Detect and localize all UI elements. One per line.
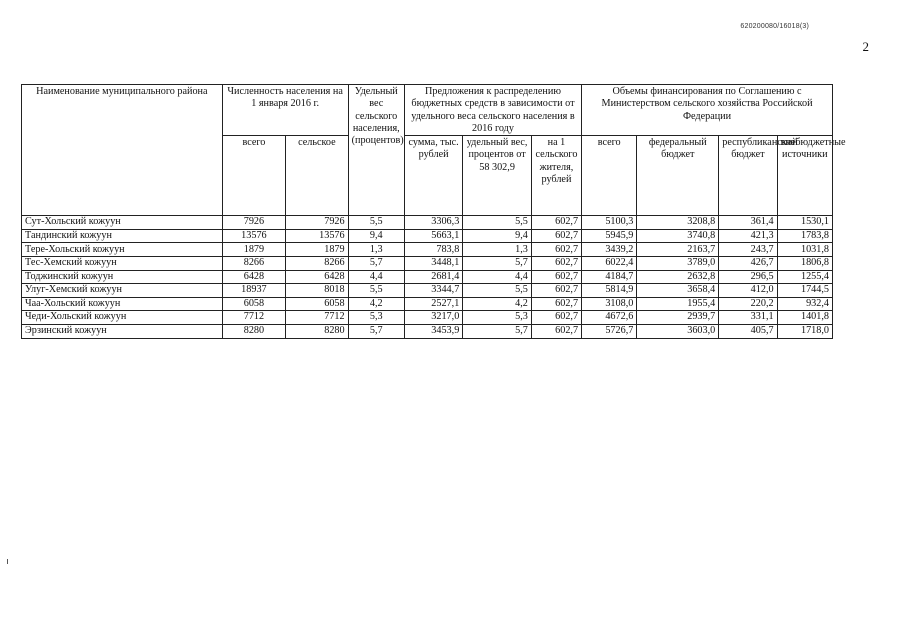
cell-district-name: Сут-Хольский кожуун [22, 216, 223, 230]
cell-district-name: Эрзинский кожуун [22, 324, 223, 338]
cell-fund-extra: 1530,1 [777, 216, 832, 230]
cell-prop-share: 9,4 [463, 229, 532, 243]
header-fund-republic: республиканский бюджет [719, 136, 777, 216]
table-row [22, 297, 833, 311]
header-pop-rural: сельское [286, 136, 348, 216]
cell-pop-rural: 1879 [286, 243, 348, 257]
cell-district-name: Тандинский кожуун [22, 229, 223, 243]
cell-fund-republic: 426,7 [719, 256, 777, 270]
cell-prop-per-rural: 602,7 [531, 284, 581, 298]
cell-fund-extra: 1783,8 [777, 229, 832, 243]
cell-district-name: Тоджинский кожуун [22, 270, 223, 284]
cell-district-name: Тере-Хольский кожуун [22, 243, 223, 257]
cell-prop-share: 4,4 [463, 270, 532, 284]
margin-mark [7, 559, 8, 564]
cell-fund-federal: 3208,8 [637, 216, 719, 230]
cell-prop-share: 5,7 [463, 256, 532, 270]
table-row [22, 311, 833, 325]
header-population: Численность населения на 1 января 2016 г. [222, 85, 348, 136]
cell-fund-republic: 405,7 [719, 324, 777, 338]
cell-share-rural: 1,3 [348, 243, 404, 257]
cell-district-name: Тес-Хемский кожуун [22, 256, 223, 270]
cell-fund-total: 5100,3 [582, 216, 637, 230]
header-prop-sum: сумма, тыс. рублей [404, 136, 462, 216]
cell-fund-federal: 2632,8 [637, 270, 719, 284]
cell-fund-federal: 2163,7 [637, 243, 719, 257]
cell-prop-share: 5,5 [463, 284, 532, 298]
cell-fund-republic: 296,5 [719, 270, 777, 284]
cell-fund-federal: 3789,0 [637, 256, 719, 270]
cell-prop-per-rural: 602,7 [531, 256, 581, 270]
cell-district-name: Чеди-Хольский кожуун [22, 311, 223, 325]
header-fund-extra: внебюджетные источники [777, 136, 832, 216]
cell-fund-republic: 331,1 [719, 311, 777, 325]
cell-pop-total: 1879 [222, 243, 285, 257]
cell-pop-rural: 13576 [286, 229, 348, 243]
cell-fund-total: 5726,7 [582, 324, 637, 338]
table-row [22, 270, 833, 284]
cell-prop-share: 1,3 [463, 243, 532, 257]
cell-share-rural: 4,2 [348, 297, 404, 311]
cell-pop-total: 18937 [222, 284, 285, 298]
table-row [22, 216, 833, 230]
cell-prop-share: 5,7 [463, 324, 532, 338]
cell-prop-per-rural: 602,7 [531, 243, 581, 257]
header-prop-share: удельный вес, процентов от 58 302,9 [463, 136, 532, 216]
header-fund-federal: федеральный бюджет [637, 136, 719, 216]
cell-fund-extra: 1255,4 [777, 270, 832, 284]
table-row [22, 284, 833, 298]
cell-prop-per-rural: 602,7 [531, 229, 581, 243]
cell-prop-per-rural: 602,7 [531, 297, 581, 311]
funding-table [21, 84, 846, 339]
cell-prop-sum: 3344,7 [404, 284, 462, 298]
cell-pop-total: 6058 [222, 297, 285, 311]
cell-prop-per-rural: 602,7 [531, 311, 581, 325]
table-row [22, 256, 833, 270]
cell-pop-rural: 7712 [286, 311, 348, 325]
cell-share-rural: 5,3 [348, 311, 404, 325]
cell-fund-total: 4184,7 [582, 270, 637, 284]
cell-fund-extra: 932,4 [777, 297, 832, 311]
cell-fund-federal: 3603,0 [637, 324, 719, 338]
cell-fund-federal: 1955,4 [637, 297, 719, 311]
cell-prop-sum: 5663,1 [404, 229, 462, 243]
cell-pop-rural: 8266 [286, 256, 348, 270]
table-row [22, 243, 833, 257]
table-row [22, 229, 833, 243]
cell-pop-total: 6428 [222, 270, 285, 284]
cell-pop-rural: 6058 [286, 297, 348, 311]
cell-pop-total: 7712 [222, 311, 285, 325]
cell-district-name: Чаа-Хольский кожуун [22, 297, 223, 311]
cell-fund-extra: 1744,5 [777, 284, 832, 298]
cell-fund-republic: 421,3 [719, 229, 777, 243]
cell-fund-extra: 1401,8 [777, 311, 832, 325]
cell-share-rural: 9,4 [348, 229, 404, 243]
cell-fund-republic: 412,0 [719, 284, 777, 298]
header-pop-total: всего [222, 136, 285, 216]
cell-prop-sum: 3448,1 [404, 256, 462, 270]
header-funding: Объемы финансирования по Соглашению с Министерством сельского хозяйства Российской Федерации [582, 85, 833, 136]
cell-prop-sum: 3453,9 [404, 324, 462, 338]
cell-fund-total: 6022,4 [582, 256, 637, 270]
cell-pop-total: 8266 [222, 256, 285, 270]
cell-share-rural: 5,5 [348, 284, 404, 298]
cell-fund-federal: 3740,8 [637, 229, 719, 243]
cell-pop-rural: 8280 [286, 324, 348, 338]
cell-pop-total: 7926 [222, 216, 285, 230]
cell-pop-rural: 6428 [286, 270, 348, 284]
table-row [22, 324, 833, 338]
cell-fund-total: 4672,6 [582, 311, 637, 325]
cell-prop-per-rural: 602,7 [531, 270, 581, 284]
cell-prop-share: 4,2 [463, 297, 532, 311]
cell-fund-extra: 1806,8 [777, 256, 832, 270]
cell-fund-republic: 361,4 [719, 216, 777, 230]
cell-prop-sum: 783,8 [404, 243, 462, 257]
cell-fund-federal: 3658,4 [637, 284, 719, 298]
cell-pop-rural: 8018 [286, 284, 348, 298]
cell-fund-extra: 1031,8 [777, 243, 832, 257]
cell-share-rural: 5,7 [348, 324, 404, 338]
cell-fund-total: 5945,9 [582, 229, 637, 243]
header-name: Наименование муниципального района [22, 85, 223, 216]
cell-pop-rural: 7926 [286, 216, 348, 230]
cell-prop-share: 5,3 [463, 311, 532, 325]
cell-fund-total: 3108,0 [582, 297, 637, 311]
cell-prop-sum: 3217,0 [404, 311, 462, 325]
cell-pop-total: 13576 [222, 229, 285, 243]
cell-fund-total: 5814,9 [582, 284, 637, 298]
cell-fund-republic: 220,2 [719, 297, 777, 311]
cell-share-rural: 4,4 [348, 270, 404, 284]
document-code: 620200080/16018(3) [740, 23, 809, 30]
cell-prop-sum: 2527,1 [404, 297, 462, 311]
page-number: 2 [862, 39, 869, 54]
cell-fund-extra: 1718,0 [777, 324, 832, 338]
cell-share-rural: 5,7 [348, 256, 404, 270]
cell-pop-total: 8280 [222, 324, 285, 338]
cell-fund-republic: 243,7 [719, 243, 777, 257]
header-prop-per-rural: на 1 сельского жителя, рублей [531, 136, 581, 216]
header-proposals: Предложения к распределению бюджетных средств в зависимости от удельного веса сельского населения в 2016 году [404, 85, 581, 136]
cell-fund-total: 3439,2 [582, 243, 637, 257]
cell-district-name: Улуг-Хемский кожуун [22, 284, 223, 298]
cell-prop-sum: 2681,4 [404, 270, 462, 284]
cell-prop-per-rural: 602,7 [531, 324, 581, 338]
cell-prop-sum: 3306,3 [404, 216, 462, 230]
cell-share-rural: 5,5 [348, 216, 404, 230]
header-fund-total: всего [582, 136, 637, 216]
cell-prop-per-rural: 602,7 [531, 216, 581, 230]
header-share-rural: Удельный вес сельского населения, (процентов) [348, 85, 404, 216]
cell-fund-federal: 2939,7 [637, 311, 719, 325]
cell-prop-share: 5,5 [463, 216, 532, 230]
